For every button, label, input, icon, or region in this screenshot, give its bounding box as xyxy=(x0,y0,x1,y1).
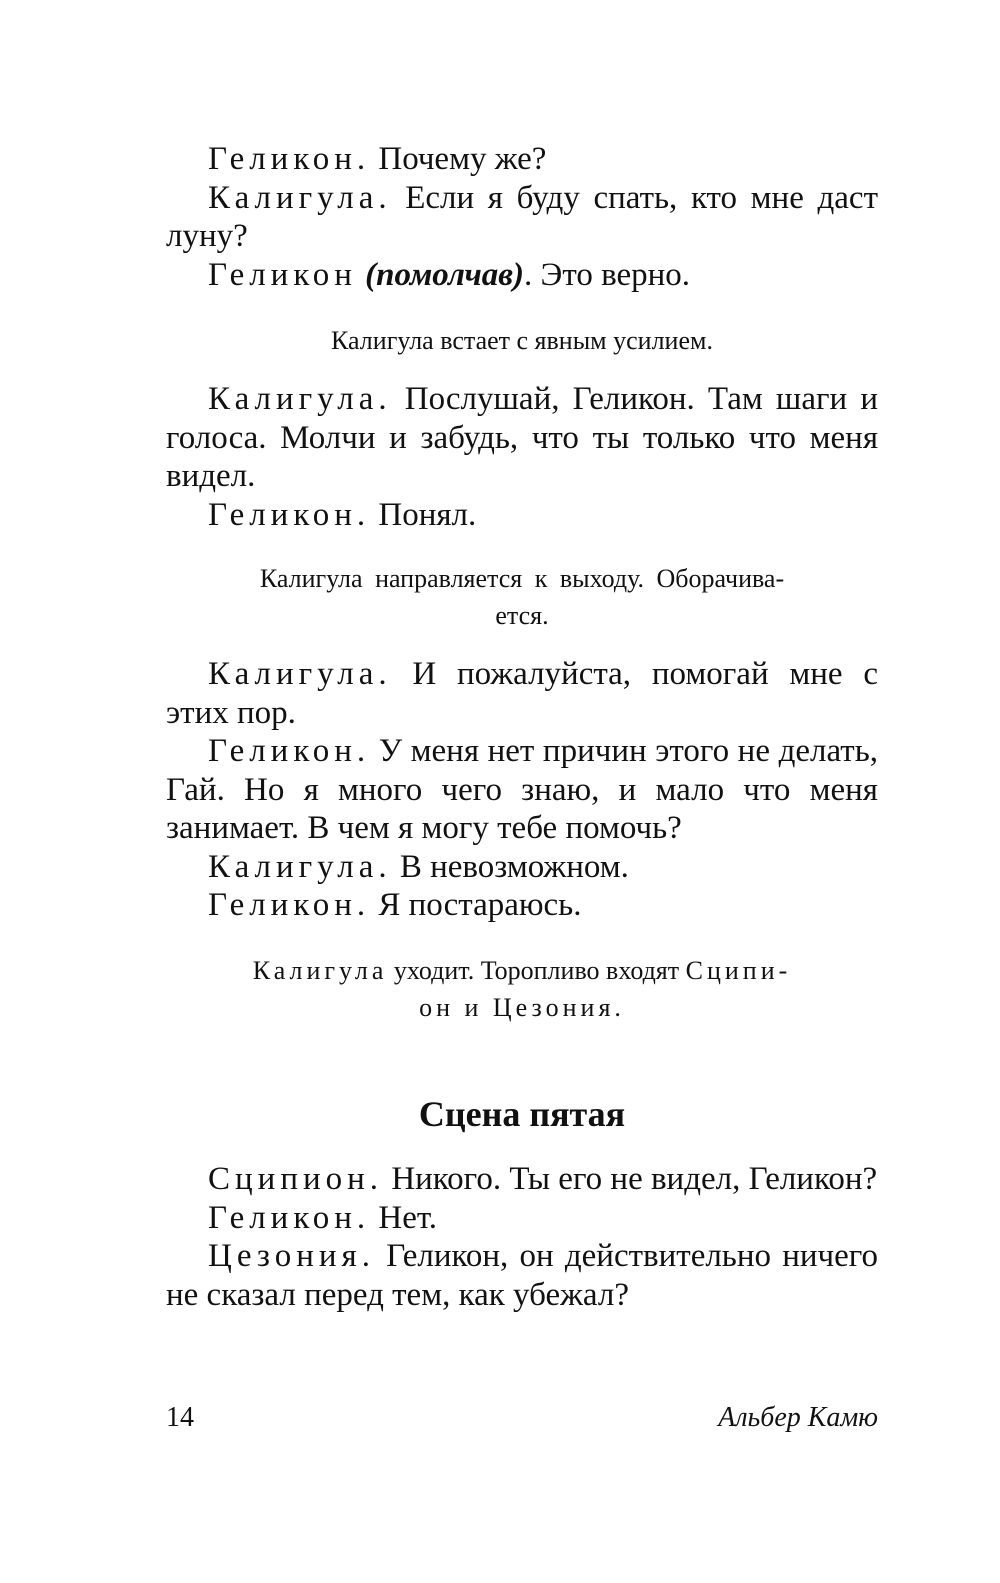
stage-direction xyxy=(166,560,878,634)
speaker-name: Сципион. xyxy=(208,1161,384,1197)
speaker-name: Геликон. xyxy=(208,1199,371,1236)
speaker-name: Геликон. xyxy=(208,496,371,533)
speaker-name: Калигула. xyxy=(208,848,392,885)
dialogue-text: Почему же? xyxy=(370,141,547,177)
character-name: Калигула xyxy=(252,956,388,985)
stage-direction-line: ется. xyxy=(495,601,549,630)
stage-direction xyxy=(166,952,878,1026)
speaker-name: Геликон xyxy=(208,256,357,293)
stage-direction-text: уходит. Торопливо входят xyxy=(387,956,686,985)
dialogue-text: Нет. xyxy=(370,1199,438,1236)
dialogue-line xyxy=(166,1160,878,1199)
dialogue-line xyxy=(166,886,878,925)
speaker-name: Калигула. xyxy=(208,381,392,417)
dialogue-text: Геликон, он действительно ничего не сказал перед тем, как убежал? xyxy=(166,1238,878,1313)
dialogue-text: Я постараюсь. xyxy=(370,887,582,923)
dialogue-text: В невозможном. xyxy=(391,848,629,885)
speaker-name: Геликон. xyxy=(208,887,371,923)
speaker-name: Калигула. xyxy=(208,179,392,216)
dialogue-line xyxy=(166,655,878,732)
dialogue-line xyxy=(166,496,878,535)
character-name: Сципи- xyxy=(685,956,792,985)
dialogue-line xyxy=(166,1199,878,1238)
speaker-name: Калигула. xyxy=(208,656,392,692)
page-number: 14 xyxy=(166,1402,194,1433)
dialogue-text: Никого. Ты его не видел, Геликон? xyxy=(383,1161,878,1197)
dialogue-text: Если я буду спать, кто мне даст луну? xyxy=(166,179,878,254)
dialogue-text: У меня нет причин этого не делать, Гай. Но я много чего знаю, и мало что меня занимает. В чем я могу тебе помочь? xyxy=(166,733,878,846)
stage-direction-line: он и Цезония. xyxy=(419,993,625,1022)
running-footer-author: Альбер Камю xyxy=(718,1402,878,1433)
stage-direction-line xyxy=(166,952,878,989)
stage-direction-line: Калигула направляется к выходу. Оборачива- xyxy=(259,564,785,593)
dialogue-block-3 xyxy=(166,655,878,925)
dialogue-line xyxy=(166,732,878,848)
dialogue-text: Послушай, Геликон. Там шаги и голоса. Молчи и забудь, что ты только что меня видел. xyxy=(166,381,878,494)
dialogue-text: Понял. xyxy=(370,496,477,533)
dialogue-line xyxy=(166,140,878,179)
dialogue-block-2 xyxy=(166,380,878,534)
dialogue-text: И пожалуйста, помогай мне с этих пор. xyxy=(166,656,878,731)
dialogue-line xyxy=(166,179,878,256)
speaker-name: Геликон. xyxy=(208,733,371,769)
scene-title: Сцена пятая xyxy=(418,1094,626,1134)
speaker-name: Цезония. xyxy=(208,1238,375,1274)
speaker-name: Геликон. xyxy=(208,141,371,177)
dialogue-block-4 xyxy=(166,1160,878,1314)
stage-direction: Калигула встает с явным усилием. xyxy=(331,326,713,355)
stage-direction-inline: (помолчав) xyxy=(365,256,525,293)
dialogue-line xyxy=(166,1237,878,1314)
dialogue-text: . Это верно. xyxy=(524,256,691,293)
dialogue-line xyxy=(166,256,878,295)
dialogue-line xyxy=(166,380,878,496)
dialogue-line xyxy=(166,848,878,887)
dialogue-block-1 xyxy=(166,140,878,294)
